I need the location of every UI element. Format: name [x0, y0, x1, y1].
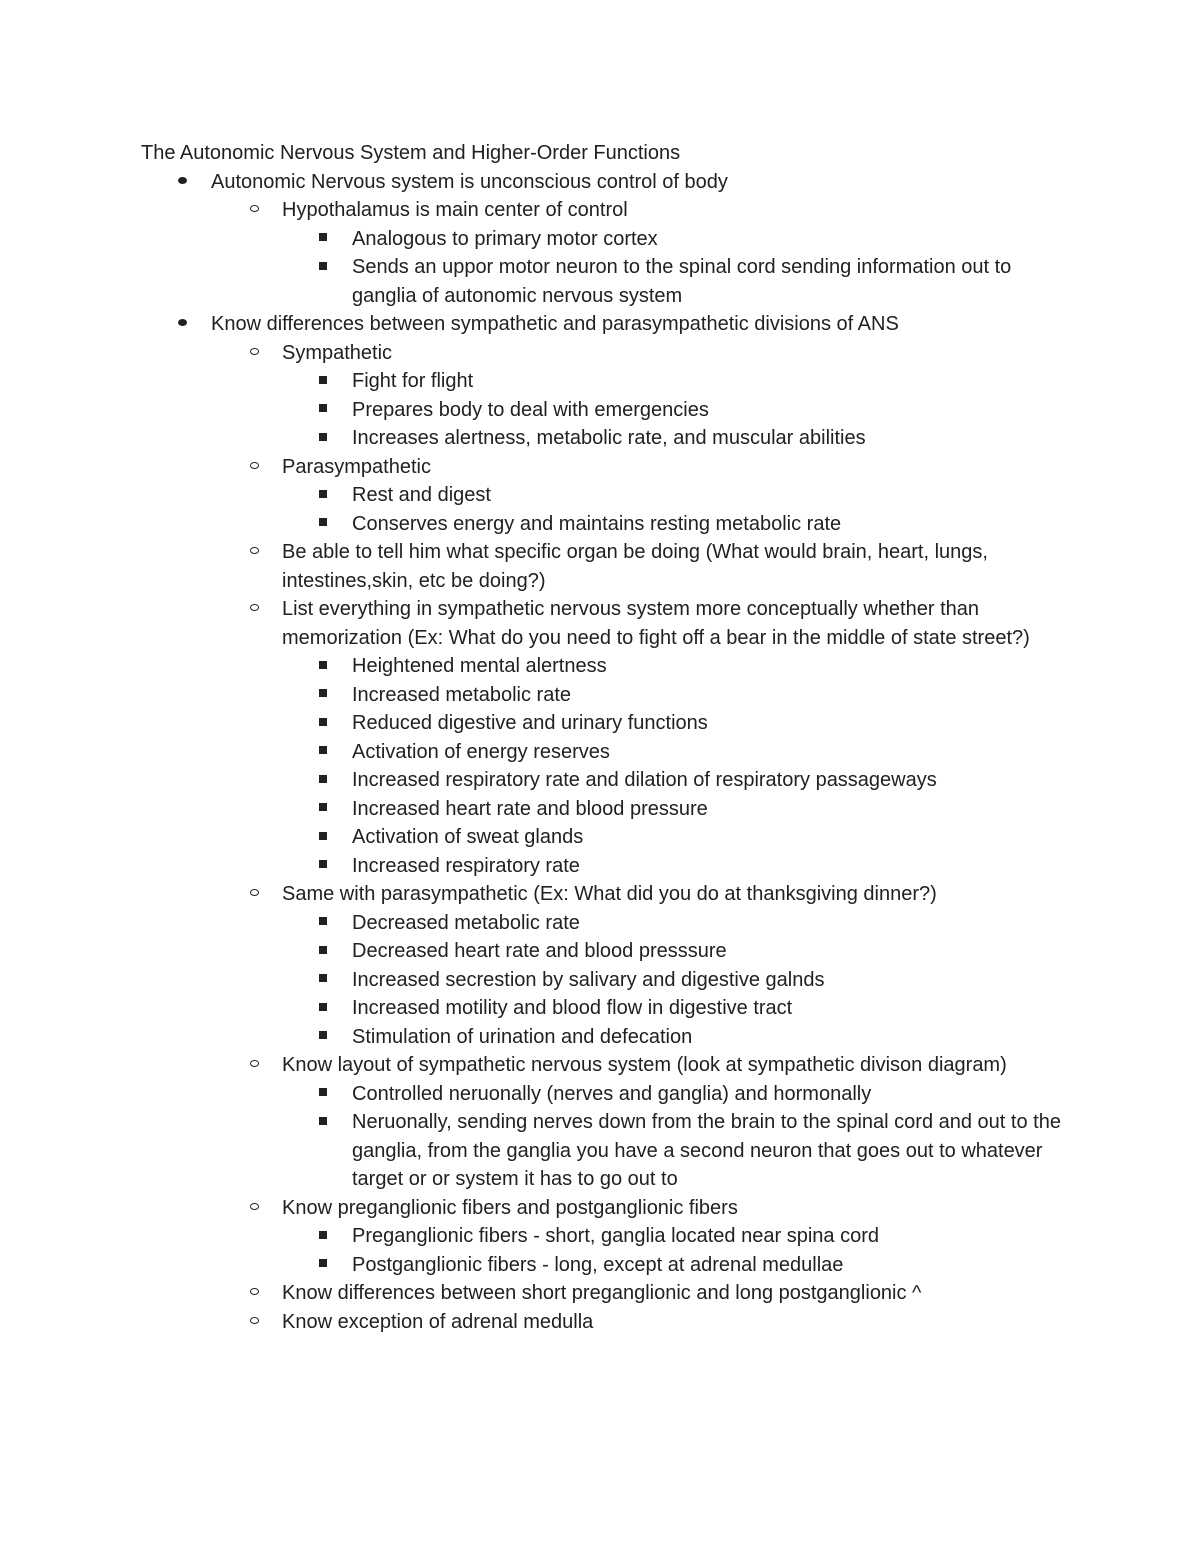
outline-item-level-2 — [141, 1279, 1071, 1308]
outline-item-text: Neruonally, sending nerves down from the brain to the spinal cord and out to the ganglia, from the ganglia you have a second neuron that goes out to whatever target or or system it has to go out to — [352, 1111, 1061, 1190]
bullet-square-icon — [315, 937, 331, 966]
outline-item-level-2 — [141, 880, 1071, 909]
outline-item-text: Be able to tell him what specific organ be doing (What would brain, heart, lungs, intestines,skin, etc be doing?) — [282, 541, 988, 592]
outline-item-level-3 — [141, 396, 1071, 425]
outline-item-level-2 — [141, 1194, 1071, 1223]
bullet-circle-icon — [247, 595, 261, 624]
bullet-square-icon — [315, 253, 331, 282]
outline-item-level-2 — [141, 196, 1071, 225]
outline-item-text: Sympathetic — [282, 341, 393, 364]
bullet-square-icon — [315, 823, 331, 852]
outline-item-text: Stimulation of urination and defecation — [352, 1025, 693, 1048]
outline-item-text: Activation of energy reserves — [352, 740, 610, 763]
bullet-square-icon — [315, 1251, 331, 1280]
outline-item-text: List everything in sympathetic nervous system more conceptually whether than memorization (Ex: What do you need to fight off a bear in the middle of state street?) — [282, 598, 1030, 649]
outline-item-level-2 — [141, 1308, 1071, 1337]
outline-item-text: Parasympathetic — [282, 455, 431, 478]
outline-item-level-2 — [141, 339, 1071, 368]
outline-item-text: Autonomic Nervous system is unconscious control of body — [211, 170, 728, 193]
bullet-disc-icon — [175, 310, 189, 339]
outline-item-level-3 — [141, 909, 1071, 938]
outline-item-level-3 — [141, 1080, 1071, 1109]
bullet-square-icon — [315, 225, 331, 254]
bullet-circle-icon — [247, 1279, 261, 1308]
outline-item-text: Reduced digestive and urinary functions — [352, 712, 708, 734]
outline-item-level-3 — [141, 709, 1071, 738]
outline-item-text: Know exception of adrenal medulla — [282, 1310, 594, 1333]
bullet-circle-icon — [247, 196, 261, 225]
outline-item-text: Know preganglionic fibers and postganglionic fibers — [282, 1196, 738, 1219]
bullet-square-icon — [315, 1108, 331, 1137]
outline-item-level-3 — [141, 367, 1071, 396]
outline-item-level-3 — [141, 1251, 1071, 1280]
bullet-square-icon — [315, 766, 331, 795]
bullet-square-icon — [315, 1023, 331, 1052]
outline-item-text: Know differences between sympathetic and parasympathetic divisions of ANS — [211, 313, 899, 335]
outline-item-level-1 — [141, 310, 1071, 339]
notes-outline — [141, 168, 1071, 1337]
outline-item-text: Know differences between short preganglionic and long postganglionic ^ — [282, 1282, 922, 1304]
outline-item-text: Increased heart rate and blood pressure — [352, 797, 708, 820]
bullet-circle-icon — [247, 453, 261, 482]
bullet-square-icon — [315, 510, 331, 539]
outline-item-level-3 — [141, 937, 1071, 966]
document-title: The Autonomic Nervous System and Higher-Order Functions — [141, 142, 681, 164]
bullet-square-icon — [315, 1222, 331, 1251]
outline-item-text: Rest and digest — [352, 484, 491, 506]
bullet-square-icon — [315, 424, 331, 453]
bullet-square-icon — [315, 738, 331, 767]
outline-item-text: Hypothalamus is main center of control — [282, 199, 628, 221]
bullet-circle-icon — [247, 1308, 261, 1337]
bullet-square-icon — [315, 681, 331, 710]
outline-item-text: Same with parasympathetic (Ex: What did you do at thanksgiving dinner?) — [282, 883, 937, 905]
bullet-square-icon — [315, 852, 331, 881]
outline-item-text: Sends an uppor motor neuron to the spinal cord sending information out to ganglia of autonomic nervous system — [352, 256, 1012, 307]
outline-item-text: Increased motility and blood flow in digestive tract — [352, 997, 793, 1019]
bullet-square-icon — [315, 367, 331, 396]
outline-item-level-2 — [141, 538, 1071, 595]
outline-item-level-2 — [141, 453, 1071, 482]
outline-item-text: Fight for flight — [352, 370, 474, 392]
outline-item-text: Increased metabolic rate — [352, 683, 572, 706]
bullet-square-icon — [315, 795, 331, 824]
bullet-circle-icon — [247, 880, 261, 909]
outline-item-text: Increases alertness, metabolic rate, and muscular abilities — [352, 427, 866, 449]
outline-item-level-3 — [141, 681, 1071, 710]
bullet-square-icon — [315, 966, 331, 995]
outline-item-level-3 — [141, 966, 1071, 995]
outline-item-text: Postganglionic fibers - long, except at adrenal medullae — [352, 1253, 844, 1276]
bullet-circle-icon — [247, 1051, 261, 1080]
bullet-disc-icon — [175, 168, 189, 197]
outline-item-level-3 — [141, 481, 1071, 510]
bullet-square-icon — [315, 396, 331, 425]
outline-item-text: Increased secrestion by salivary and digestive galnds — [352, 968, 825, 991]
bullet-square-icon — [315, 481, 331, 510]
outline-item-text: Activation of sweat glands — [352, 826, 584, 848]
document-body — [141, 139, 1071, 1336]
bullet-square-icon — [315, 709, 331, 738]
bullet-square-icon — [315, 652, 331, 681]
outline-item-text: Increased respiratory rate — [352, 854, 580, 877]
outline-item-text: Heightened mental alertness — [352, 655, 607, 677]
outline-item-text: Decreased heart rate and blood presssure — [352, 940, 727, 962]
outline-item-text: Prepares body to deal with emergencies — [352, 398, 709, 421]
outline-item-text: Increased respiratory rate and dilation of respiratory passageways — [352, 769, 937, 791]
outline-item-level-3 — [141, 1023, 1071, 1052]
outline-item-text: Analogous to primary motor cortex — [352, 227, 658, 250]
outline-item-level-3 — [141, 738, 1071, 767]
outline-item-level-3 — [141, 994, 1071, 1023]
outline-item-level-3 — [141, 852, 1071, 881]
bullet-circle-icon — [247, 339, 261, 368]
outline-item-level-3 — [141, 253, 1071, 310]
outline-item-text: Conserves energy and maintains resting metabolic rate — [352, 512, 842, 535]
outline-item-level-2 — [141, 595, 1071, 652]
outline-item-level-3 — [141, 424, 1071, 453]
bullet-square-icon — [315, 994, 331, 1023]
outline-item-text: Know layout of sympathetic nervous system (look at sympathetic divison diagram) — [282, 1054, 1007, 1076]
bullet-square-icon — [315, 909, 331, 938]
outline-item-level-3 — [141, 225, 1071, 254]
bullet-square-icon — [315, 1080, 331, 1109]
outline-item-level-2 — [141, 1051, 1071, 1080]
outline-item-text: Preganglionic fibers - short, ganglia located near spina cord — [352, 1225, 879, 1247]
outline-item-level-3 — [141, 795, 1071, 824]
outline-item-level-3 — [141, 766, 1071, 795]
outline-item-level-1 — [141, 168, 1071, 197]
outline-item-level-3 — [141, 510, 1071, 539]
bullet-circle-icon — [247, 1194, 261, 1223]
outline-item-level-3 — [141, 652, 1071, 681]
outline-item-text: Decreased metabolic rate — [352, 911, 580, 934]
outline-item-text: Controlled neruonally (nerves and ganglia) and hormonally — [352, 1082, 872, 1105]
outline-item-level-3 — [141, 1222, 1071, 1251]
bullet-circle-icon — [247, 538, 261, 567]
outline-item-level-3 — [141, 1108, 1071, 1194]
outline-item-level-3 — [141, 823, 1071, 852]
